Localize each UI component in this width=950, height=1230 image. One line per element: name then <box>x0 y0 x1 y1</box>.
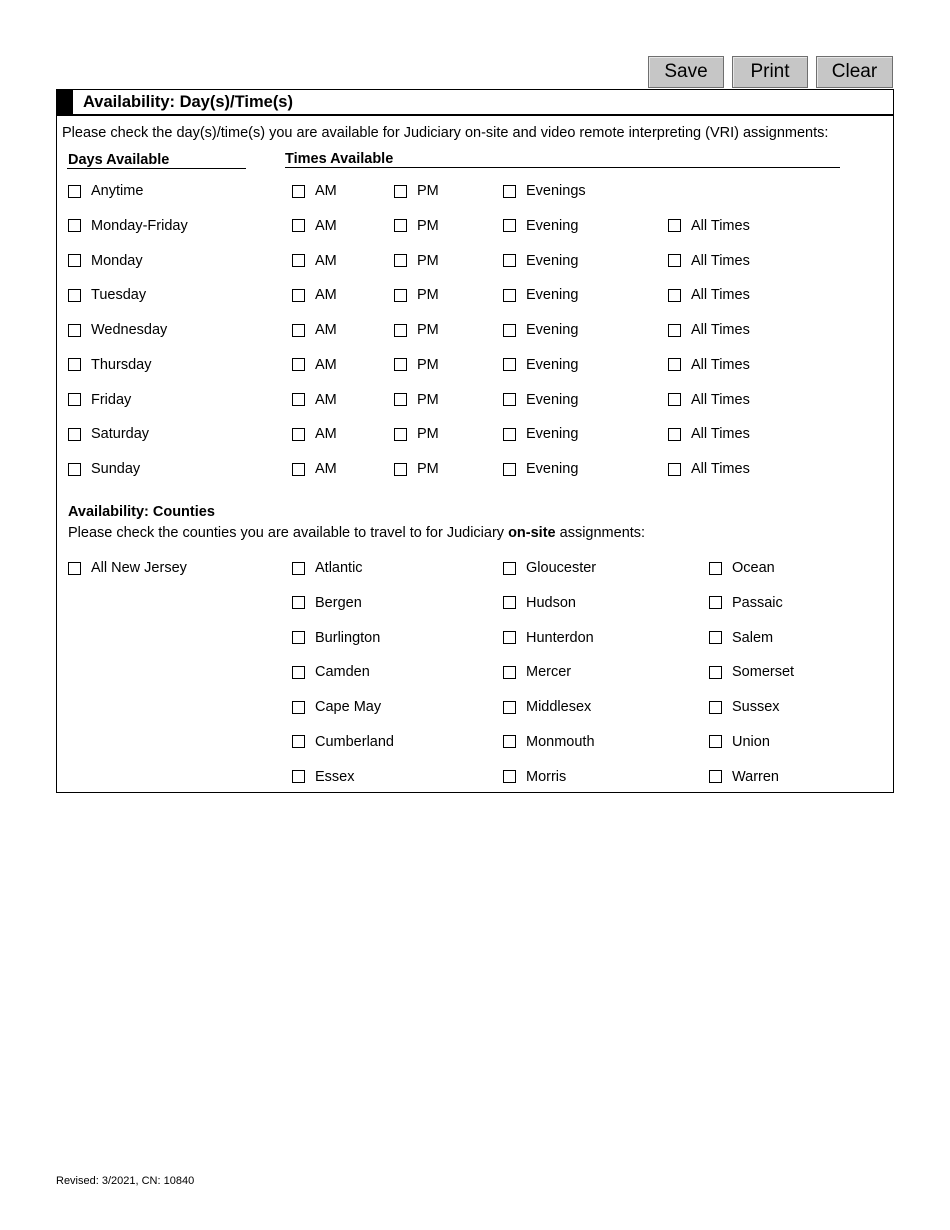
checkbox-icon[interactable] <box>503 324 516 337</box>
checkbox-label: AM <box>315 217 337 234</box>
county-checkbox-warren[interactable] <box>709 769 779 785</box>
checkbox-icon[interactable] <box>68 289 81 302</box>
checkbox-label: Ocean <box>732 560 775 576</box>
county-checkbox-morris[interactable] <box>503 769 566 785</box>
am-checkbox-wednesday[interactable] <box>292 322 337 338</box>
checkbox-icon[interactable] <box>503 358 516 371</box>
checkbox-icon[interactable] <box>68 393 81 406</box>
checkbox-icon[interactable] <box>292 428 305 441</box>
checkbox-label: Evenings <box>526 183 586 199</box>
county-checkbox-camden[interactable] <box>292 664 370 680</box>
evening-checkbox-anytime[interactable] <box>503 183 586 199</box>
print-button[interactable]: Print <box>732 56 808 88</box>
all-times-checkbox-thursday[interactable] <box>668 357 750 373</box>
day-time-instructions: Please check the day(s)/time(s) you are available for Judiciary on-site and video remote interpreting (VRI) assignments: <box>62 125 829 141</box>
checkbox-icon[interactable] <box>503 666 516 679</box>
day-checkbox-thursday[interactable] <box>68 357 151 373</box>
checkbox-label: Anytime <box>91 183 144 199</box>
all-times-checkbox-sunday[interactable] <box>668 461 750 477</box>
counties-instructions-post: assignments: <box>555 525 646 541</box>
checkbox-icon[interactable] <box>709 701 722 714</box>
county-checkbox-sussex[interactable] <box>709 699 780 715</box>
checkbox-label: PM <box>417 287 439 304</box>
checkbox-label: Salem <box>732 629 774 646</box>
checkbox-label: Middlesex <box>526 699 592 715</box>
county-checkbox-ocean[interactable] <box>709 560 775 576</box>
section-header <box>57 90 893 116</box>
county-checkbox-atlantic[interactable] <box>292 560 363 576</box>
days-header-rule <box>67 168 246 169</box>
day-checkbox-monday-friday[interactable] <box>68 218 188 234</box>
counties-instructions <box>68 525 645 541</box>
checkbox-label: All Times <box>691 252 750 269</box>
checkbox-label: Burlington <box>315 629 381 646</box>
am-checkbox-saturday[interactable] <box>292 426 337 442</box>
checkbox-label: PM <box>417 356 439 373</box>
checkbox-label: All New Jersey <box>91 560 187 576</box>
county-checkbox-passaic[interactable] <box>709 595 783 611</box>
checkbox-icon[interactable] <box>68 358 81 371</box>
checkbox-label: Wednesday <box>91 322 168 338</box>
checkbox-icon[interactable] <box>668 219 681 232</box>
checkbox-label: Passaic <box>732 594 783 611</box>
evening-checkbox-thursday[interactable] <box>503 357 578 373</box>
checkbox-icon[interactable] <box>68 219 81 232</box>
am-checkbox-thursday[interactable] <box>292 357 337 373</box>
am-checkbox-tuesday[interactable] <box>292 287 337 303</box>
checkbox-icon[interactable] <box>394 324 407 337</box>
checkbox-icon[interactable] <box>394 289 407 302</box>
evening-checkbox-friday[interactable] <box>503 392 578 408</box>
checkbox-label: AM <box>315 356 337 373</box>
all-times-checkbox-friday[interactable] <box>668 392 750 408</box>
header-marker <box>57 90 73 114</box>
checkbox-icon[interactable] <box>292 770 305 783</box>
revision-note: Revised: 3/2021, CN: 10840 <box>56 1175 195 1187</box>
pm-checkbox-monday[interactable] <box>394 253 439 269</box>
checkbox-icon[interactable] <box>709 562 722 575</box>
checkbox-icon[interactable] <box>292 393 305 406</box>
checkbox-label: Friday <box>91 391 132 408</box>
checkbox-icon[interactable] <box>668 289 681 302</box>
checkbox-icon[interactable] <box>668 358 681 371</box>
clear-button[interactable]: Clear <box>816 56 893 88</box>
checkbox-label: Warren <box>732 768 779 785</box>
checkbox-icon[interactable] <box>394 463 407 476</box>
checkbox-icon[interactable] <box>394 358 407 371</box>
checkbox-label: Monmouth <box>526 733 595 750</box>
county-checkbox-essex[interactable] <box>292 769 355 785</box>
checkbox-label: Evening <box>526 287 579 304</box>
checkbox-label: AM <box>315 183 337 199</box>
county-checkbox-mercer[interactable] <box>503 664 571 680</box>
checkbox-icon[interactable] <box>503 393 516 406</box>
pm-checkbox-anytime[interactable] <box>394 183 439 199</box>
county-checkbox-middlesex[interactable] <box>503 699 591 715</box>
evening-checkbox-monday[interactable] <box>503 253 578 269</box>
checkbox-label: Bergen <box>315 594 362 611</box>
section-title: Availability: Day(s)/Time(s) <box>83 93 293 111</box>
pm-checkbox-tuesday[interactable] <box>394 287 439 303</box>
checkbox-label: AM <box>315 287 337 304</box>
checkbox-icon[interactable] <box>709 735 722 748</box>
checkbox-icon[interactable] <box>709 596 722 609</box>
checkbox-icon[interactable] <box>292 701 305 714</box>
checkbox-label: All Times <box>691 217 750 234</box>
county-checkbox-hudson[interactable] <box>503 595 576 611</box>
checkbox-label: Tuesday <box>91 287 147 304</box>
checkbox-label: All Times <box>691 461 750 477</box>
checkbox-label: PM <box>417 322 439 338</box>
evening-checkbox-monday-friday[interactable] <box>503 218 578 234</box>
checkbox-icon[interactable] <box>503 219 516 232</box>
checkbox-icon[interactable] <box>668 393 681 406</box>
checkbox-icon[interactable] <box>68 254 81 267</box>
checkbox-icon[interactable] <box>709 666 722 679</box>
county-checkbox-cape-may[interactable] <box>292 699 381 715</box>
am-checkbox-monday[interactable] <box>292 253 337 269</box>
checkbox-icon[interactable] <box>709 770 722 783</box>
day-checkbox-tuesday[interactable] <box>68 287 146 303</box>
checkbox-label: AM <box>315 426 337 443</box>
checkbox-label: Monday-Friday <box>91 217 188 234</box>
checkbox-icon[interactable] <box>394 428 407 441</box>
evening-checkbox-saturday[interactable] <box>503 426 578 442</box>
pm-checkbox-sunday[interactable] <box>394 461 439 477</box>
checkbox-icon[interactable] <box>394 185 407 198</box>
counties-instructions-pre: Please check the counties you are available to travel to for Judiciary <box>68 525 509 541</box>
checkbox-label: Cumberland <box>315 733 394 750</box>
checkbox-icon[interactable] <box>292 562 305 575</box>
county-checkbox-monmouth[interactable] <box>503 734 595 750</box>
evening-checkbox-tuesday[interactable] <box>503 287 578 303</box>
checkbox-label: AM <box>315 391 337 408</box>
checkbox-label: Evening <box>526 461 579 477</box>
checkbox-label: AM <box>315 252 337 269</box>
checkbox-label: Thursday <box>91 356 152 373</box>
checkbox-label: All Times <box>691 356 750 373</box>
checkbox-label: Sussex <box>732 699 780 715</box>
county-checkbox-somerset[interactable] <box>709 664 794 680</box>
am-checkbox-sunday[interactable] <box>292 461 337 477</box>
checkbox-icon[interactable] <box>292 735 305 748</box>
all-times-checkbox-saturday[interactable] <box>668 426 750 442</box>
day-checkbox-friday[interactable] <box>68 392 131 408</box>
checkbox-label: Somerset <box>732 664 795 681</box>
checkbox-label: Evening <box>526 356 579 373</box>
checkbox-icon[interactable] <box>68 428 81 441</box>
pm-checkbox-monday-friday[interactable] <box>394 218 439 234</box>
county-checkbox-all-new-jersey[interactable] <box>68 560 187 576</box>
checkbox-icon[interactable] <box>503 254 516 267</box>
checkbox-icon[interactable] <box>292 324 305 337</box>
checkbox-icon[interactable] <box>503 735 516 748</box>
checkbox-label: PM <box>417 183 439 199</box>
checkbox-icon[interactable] <box>503 701 516 714</box>
checkbox-icon[interactable] <box>394 219 407 232</box>
checkbox-label: PM <box>417 461 439 477</box>
day-checkbox-sunday[interactable] <box>68 461 140 477</box>
checkbox-icon[interactable] <box>668 428 681 441</box>
checkbox-icon[interactable] <box>503 596 516 609</box>
checkbox-label: Gloucester <box>526 560 597 576</box>
checkbox-label: All Times <box>691 322 750 338</box>
all-times-checkbox-monday[interactable] <box>668 253 750 269</box>
checkbox-label: Evening <box>526 391 579 408</box>
checkbox-icon[interactable] <box>503 631 516 644</box>
day-checkbox-monday[interactable] <box>68 253 143 269</box>
save-button[interactable]: Save <box>648 56 724 88</box>
checkbox-label: Saturday <box>91 426 150 443</box>
availability-form <box>56 89 894 793</box>
pm-checkbox-wednesday[interactable] <box>394 322 439 338</box>
pm-checkbox-friday[interactable] <box>394 392 439 408</box>
evening-checkbox-sunday[interactable] <box>503 461 578 477</box>
checkbox-label: All Times <box>691 287 750 304</box>
checkbox-icon[interactable] <box>292 666 305 679</box>
checkbox-icon[interactable] <box>68 562 81 575</box>
checkbox-label: AM <box>315 461 337 477</box>
checkbox-icon[interactable] <box>394 393 407 406</box>
counties-instructions-bold: on-site <box>508 525 556 541</box>
checkbox-label: Hudson <box>526 594 576 611</box>
checkbox-label: Cape May <box>315 699 382 715</box>
pm-checkbox-thursday[interactable] <box>394 357 439 373</box>
checkbox-icon[interactable] <box>292 631 305 644</box>
am-checkbox-anytime[interactable] <box>292 183 337 199</box>
day-checkbox-saturday[interactable] <box>68 426 149 442</box>
times-available-header: Times Available <box>285 151 394 167</box>
all-times-checkbox-tuesday[interactable] <box>668 287 750 303</box>
checkbox-icon[interactable] <box>292 289 305 302</box>
checkbox-label: Evening <box>526 322 579 338</box>
checkbox-label: PM <box>417 426 439 443</box>
checkbox-label: Union <box>732 733 770 750</box>
day-checkbox-anytime[interactable] <box>68 183 143 199</box>
am-checkbox-monday-friday[interactable] <box>292 218 337 234</box>
checkbox-icon[interactable] <box>292 358 305 371</box>
checkbox-icon[interactable] <box>292 254 305 267</box>
am-checkbox-friday[interactable] <box>292 392 337 408</box>
checkbox-label: Mercer <box>526 664 572 681</box>
checkbox-icon[interactable] <box>68 463 81 476</box>
checkbox-label: Hunterdon <box>526 629 594 646</box>
checkbox-label: Evening <box>526 217 579 234</box>
checkbox-icon[interactable] <box>668 324 681 337</box>
checkbox-icon[interactable] <box>668 463 681 476</box>
checkbox-label: Essex <box>315 768 355 785</box>
checkbox-label: Sunday <box>91 461 141 477</box>
counties-title: Availability: Counties <box>68 504 215 520</box>
checkbox-icon[interactable] <box>503 428 516 441</box>
evening-checkbox-wednesday[interactable] <box>503 322 578 338</box>
checkbox-icon[interactable] <box>292 185 305 198</box>
checkbox-icon[interactable] <box>292 596 305 609</box>
checkbox-label: All Times <box>691 426 750 443</box>
county-checkbox-hunterdon[interactable] <box>503 630 594 646</box>
checkbox-icon[interactable] <box>709 631 722 644</box>
county-checkbox-salem[interactable] <box>709 630 773 646</box>
checkbox-icon[interactable] <box>68 324 81 337</box>
checkbox-label: Evening <box>526 426 579 443</box>
county-checkbox-gloucester[interactable] <box>503 560 596 576</box>
days-available-header: Days Available <box>68 152 170 168</box>
checkbox-label: PM <box>417 217 439 234</box>
all-times-checkbox-monday-friday[interactable] <box>668 218 750 234</box>
checkbox-label: Atlantic <box>315 560 363 576</box>
all-times-checkbox-wednesday[interactable] <box>668 322 750 338</box>
checkbox-label: Monday <box>91 252 143 269</box>
checkbox-label: AM <box>315 322 337 338</box>
checkbox-label: Evening <box>526 252 579 269</box>
checkbox-icon[interactable] <box>503 770 516 783</box>
county-checkbox-bergen[interactable] <box>292 595 362 611</box>
checkbox-icon[interactable] <box>292 463 305 476</box>
checkbox-icon[interactable] <box>292 219 305 232</box>
checkbox-icon[interactable] <box>68 185 81 198</box>
checkbox-icon[interactable] <box>668 254 681 267</box>
checkbox-icon[interactable] <box>394 254 407 267</box>
checkbox-icon[interactable] <box>503 562 516 575</box>
checkbox-icon[interactable] <box>503 185 516 198</box>
checkbox-icon[interactable] <box>503 289 516 302</box>
county-checkbox-burlington[interactable] <box>292 630 380 646</box>
county-checkbox-union[interactable] <box>709 734 770 750</box>
checkbox-label: PM <box>417 391 439 408</box>
county-checkbox-cumberland[interactable] <box>292 734 394 750</box>
times-header-rule <box>285 167 840 168</box>
pm-checkbox-saturday[interactable] <box>394 426 439 442</box>
checkbox-label: Camden <box>315 664 370 681</box>
checkbox-label: PM <box>417 252 439 269</box>
checkbox-label: Morris <box>526 768 567 785</box>
checkbox-icon[interactable] <box>503 463 516 476</box>
day-checkbox-wednesday[interactable] <box>68 322 167 338</box>
checkbox-label: All Times <box>691 391 750 408</box>
